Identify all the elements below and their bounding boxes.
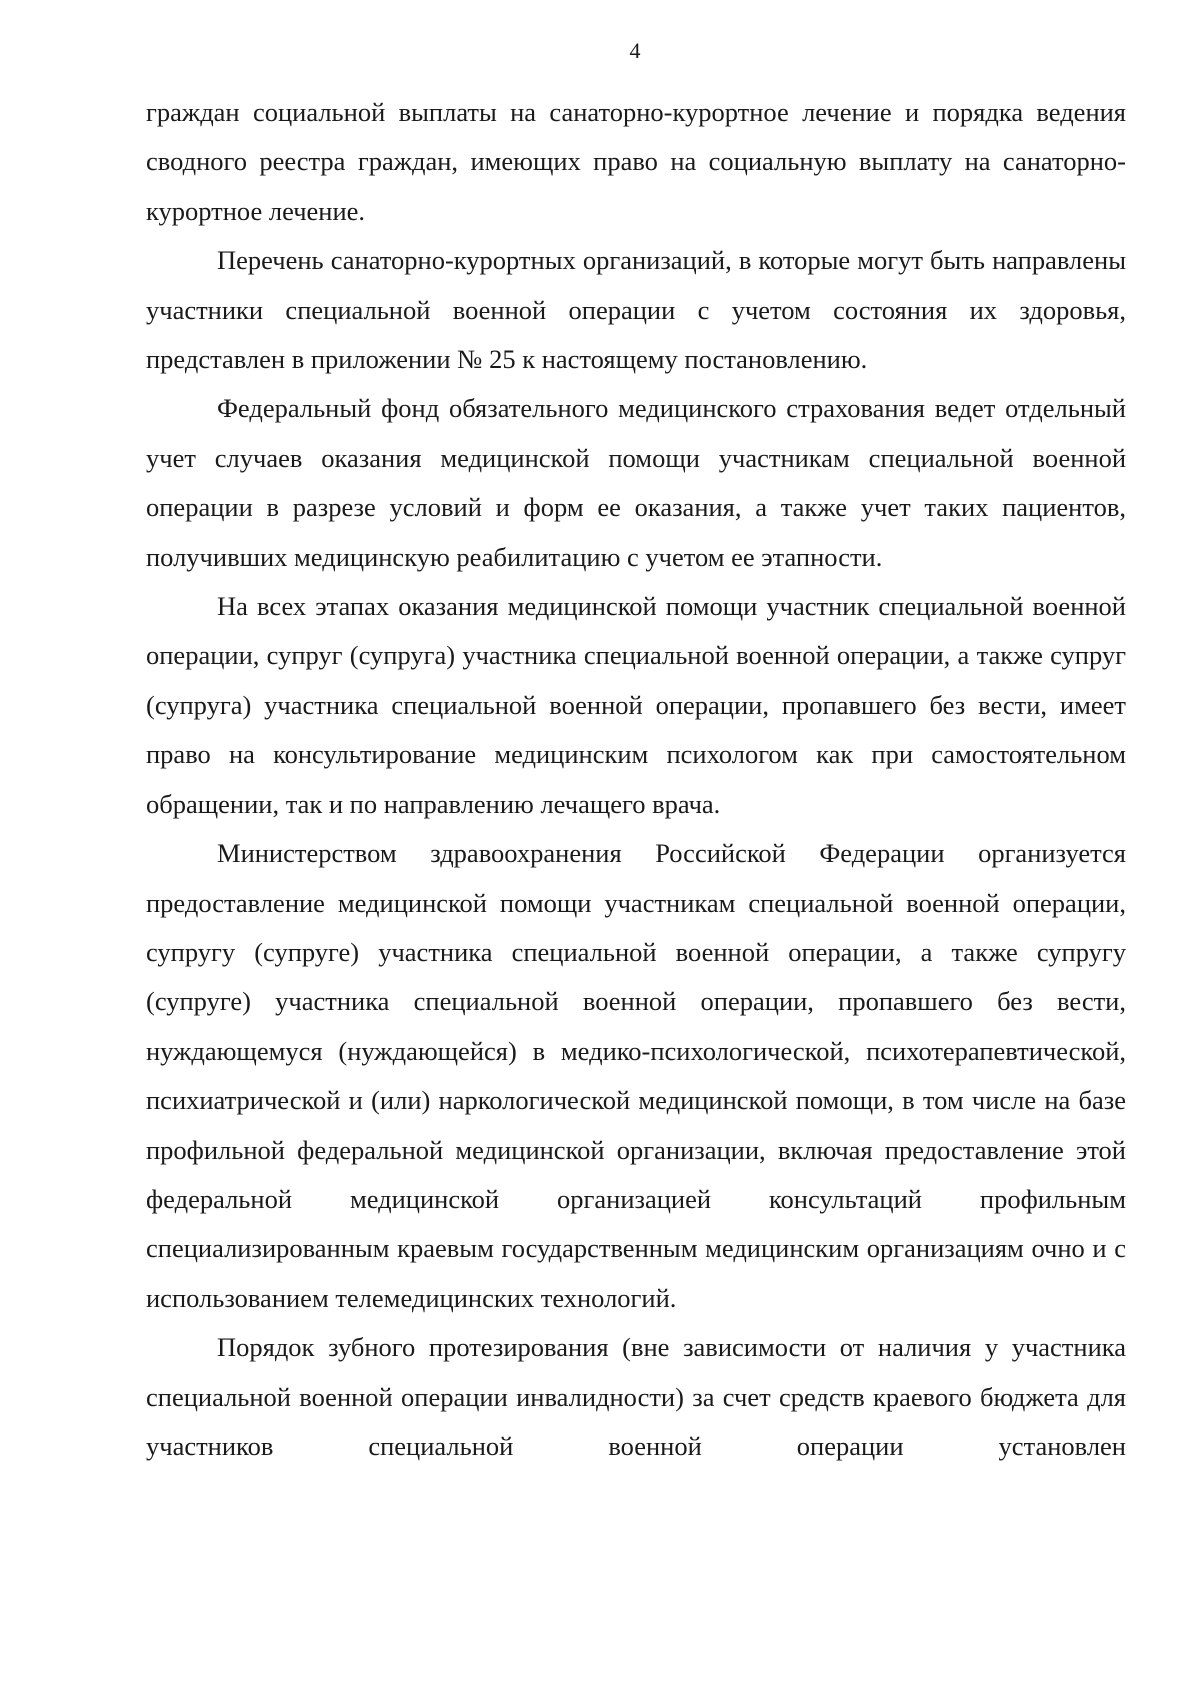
paragraph-dental: Порядок зубного протезирования (вне зависимости от наличия у участника специальной военной операции инвалидности) за счет средств краевого бюджета для участников специальной военной операции установлен	[146, 1332, 1126, 1461]
paragraph-sanatorium-list: Перечень санаторно-курортных организаций, в которые могут быть направлены участники специальной военной операции с учетом состояния их здоровья, представлен в приложении № 25 к настоящему постановлению.	[146, 245, 1126, 375]
page-number: 4	[629, 38, 641, 63]
paragraph-psychologist: На всех этапах оказания медицинской помощи участник специальной военной операции, супруг (супруга) участника специальной военной операции, а также супруг (супруга) участника специальной военной операции, пропавшего без вести, имеет право на консультирование медицинским психологом как при самостоятельном обращении, так и по направлению лечащего врача.	[146, 591, 1126, 819]
document-body	[146, 88, 1126, 1471]
paragraph-continuation: граждан социальной выплаты на санаторно-курортное лечение и порядка ведения сводного реестра граждан, имеющих право на социальную выплату на санаторно-курортное лечение.	[146, 97, 1126, 226]
paragraph-insurance-fund: Федеральный фонд обязательного медицинского страхования ведет отдельный учет случаев оказания медицинской помощи участникам специальной военной операции в разрезе условий и форм ее оказания, а также учет таких пациентов, получивших медицинскую реабилитацию с учетом ее этапности.	[146, 393, 1126, 572]
paragraph-ministry-health: Министерством здравоохранения Российской Федерации организуется предоставление медицинской помощи участникам специальной военной операции, супругу (супруге) участника специальной военной операции, а также супругу (супруге) участника специальной военной операции, пропавшего без вести, нуждающемуся (нуждающейся) в медико-психологической, психотерапевтической, психиатрической и (или) наркологической медицинской помощи, в том числе на базе профильной федеральной медицинской организации, включая предоставление этой федеральной медицинской организацией консультаций профильным специализированным краевым государственным медицинским организациям очно и с использованием телемедицинских технологий.	[146, 838, 1126, 1313]
